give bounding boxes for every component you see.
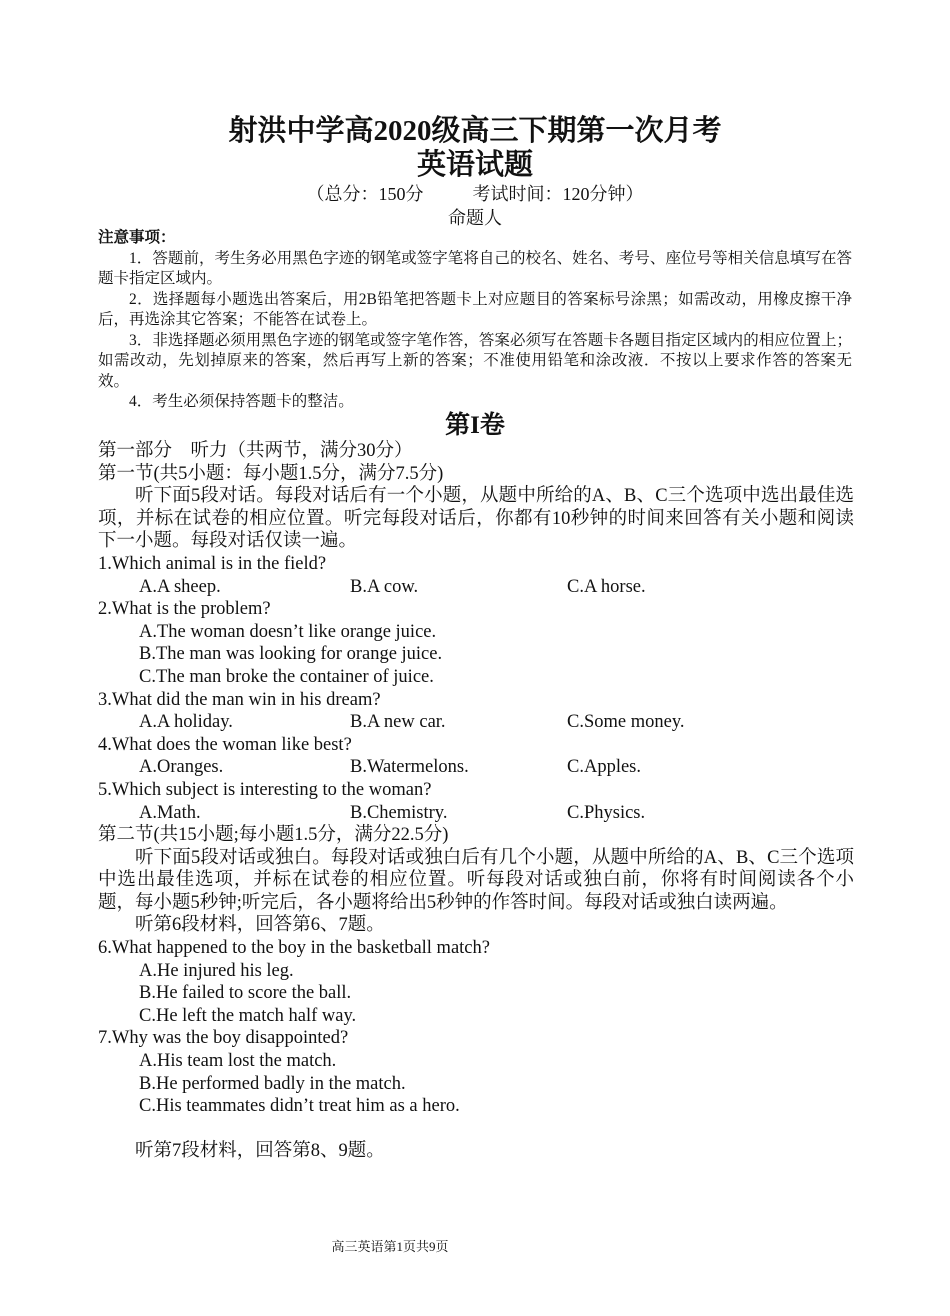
exam-title: 射洪中学高2020级高三下期第一次月考 xyxy=(228,115,722,147)
option-a: A.Math. xyxy=(139,802,201,823)
option-b: B.He performed badly in the match. xyxy=(139,1073,406,1094)
author-label: 命题人 xyxy=(448,208,502,228)
note-item: 4．考生必须保持答题卡的整洁。 xyxy=(129,393,354,410)
question-stem: 1.Which animal is in the field? xyxy=(98,553,327,574)
option-a: A.A holiday. xyxy=(139,712,233,733)
exam-meta xyxy=(0,182,950,206)
section-heading: 第二节(共15小题;每小题1.5分，满分22.5分) xyxy=(98,825,449,846)
option-b: B.He failed to score the ball. xyxy=(139,983,352,1004)
section-heading: 第一节(共5小题：每小题1.5分，满分7.5分) xyxy=(98,463,444,484)
volume-title: 第I卷 xyxy=(445,412,505,439)
option-b: B.Chemistry. xyxy=(350,802,448,823)
question-stem: 5.Which subject is interesting to the woman? xyxy=(98,779,432,800)
notes-section xyxy=(98,228,852,413)
option-b: B.A new car. xyxy=(350,712,446,733)
notes-heading: 注意事项： xyxy=(98,229,176,246)
exam-time: 考试时间：120分钟） xyxy=(472,184,644,204)
option-c: C.Some money. xyxy=(567,712,685,733)
passage-label: 听第6段材料，回答第6、7题。 xyxy=(135,915,385,936)
option-c: C.His teammates didn’t treat him as a hero. xyxy=(139,1096,460,1117)
page-footer: 高三英语第1页共9页 xyxy=(331,1239,449,1254)
option-row xyxy=(98,711,854,734)
option-b: B.The man was looking for orange juice. xyxy=(139,644,443,665)
question-stem: 7.Why was the boy disappointed? xyxy=(98,1028,349,1049)
part-heading: 第一部分 听力（共两节，满分30分） xyxy=(98,441,413,461)
option-a: A.The woman doesn’t like orange juice. xyxy=(139,621,437,642)
option-a: A.He injured his leg. xyxy=(139,960,294,981)
option-b: B.A cow. xyxy=(350,576,419,597)
option-c: C.Apples. xyxy=(567,757,641,778)
passage-label: 听第7段材料，回答第8、9题。 xyxy=(135,1141,385,1162)
option-c: C.The man broke the container of juice. xyxy=(139,666,434,687)
option-c: C.Physics. xyxy=(567,802,646,823)
note-item: 1．答题前，考生务必用黑色字迹的钢笔或签字笔将自己的校名、姓名、考号、座位号等相关信息填写在答题卡指定区域内。 xyxy=(98,249,852,287)
subject-title: 英语试题 xyxy=(416,149,533,181)
option-row xyxy=(98,802,854,825)
option-a: A.His team lost the match. xyxy=(139,1051,337,1072)
question-stem: 6.What happened to the boy in the basketball match? xyxy=(98,938,490,959)
total-score: （总分：150分 xyxy=(306,184,424,204)
question-stem: 3.What did the man win in his dream? xyxy=(98,689,381,710)
option-c: C.A horse. xyxy=(567,576,646,597)
option-a: A.A sheep. xyxy=(139,576,221,597)
note-item: 2．选择题每小题选出答案后，用2B铅笔把答题卡上对应题目的答案标号涂黑；如需改动，用橡皮擦干净后，再选涂其它答案；不能答在试卷上。 xyxy=(98,290,852,328)
option-a: A.Oranges. xyxy=(139,757,224,778)
option-row xyxy=(98,756,854,779)
question-stem: 4.What does the woman like best? xyxy=(98,734,352,755)
section-instruction: 听下面5段对话。每段对话后有一个小题，从题中所给的A、B、C三个选项中选出最佳选项，并标在试卷的相应位置。听完每段对话后，你都有10秒钟的时间来回答有关小题和阅读下一小题。每段对话仅读一遍。 xyxy=(98,486,854,552)
option-row xyxy=(98,576,854,599)
spacer xyxy=(98,1118,854,1141)
listening-section xyxy=(98,440,854,1163)
option-c: C.He left the match half way. xyxy=(139,1005,357,1026)
question-stem: 2.What is the problem? xyxy=(98,599,271,620)
note-item: 3．非选择题必须用黑色字迹的钢笔或签字笔作答，答案必须写在答题卡各题目指定区域内的相应位置上；如需改动，先划掉原来的答案，然后再写上新的答案；不准使用铅笔和涂改液．不按以上要求作答的答案无效。 xyxy=(98,331,852,390)
section-instruction: 听下面5段对话或独白。每段对话或独白后有几个小题，从题中所给的A、B、C三个选项中选出最佳选项，并标在试卷的相应位置。听每段对话或独白前，你将有时间阅读各个小题，每小题5秒钟;听完后，各小题将给出5秒钟的作答时间。每段对话或独白读两遍。 xyxy=(98,847,854,913)
option-b: B.Watermelons. xyxy=(350,757,469,778)
